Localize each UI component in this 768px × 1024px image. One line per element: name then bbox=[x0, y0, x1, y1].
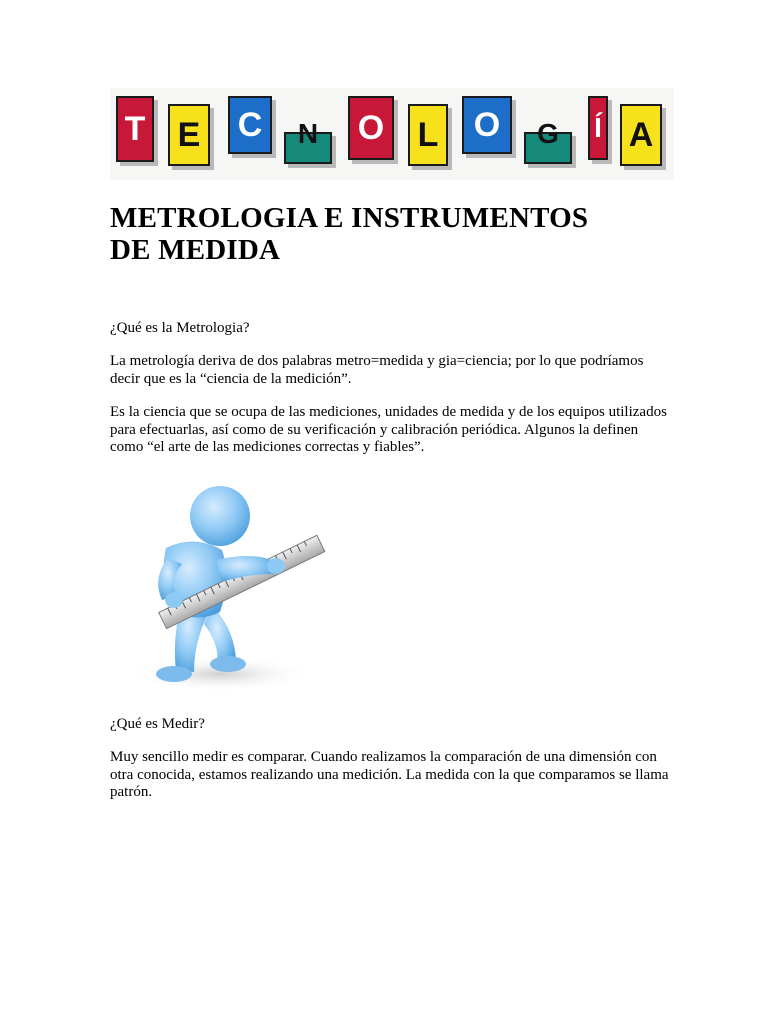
logo-tile-e bbox=[168, 104, 210, 166]
question-medir: ¿Qué es Medir? bbox=[110, 716, 205, 732]
logo-letter: N bbox=[297, 118, 319, 149]
ruler-figure-illustration bbox=[124, 478, 334, 700]
paragraph-ciencia: Es la ciencia que se ocupa de las mediciones, unidades de medida y de los equipos utilizados para efectuarlas, así como de su verificación y calibración periódica. Algunos la definen como “el arte de las mediciones correctas y fiables”. bbox=[110, 404, 667, 455]
logo-tile-c bbox=[228, 96, 272, 154]
logo-tile-g bbox=[524, 118, 572, 164]
paragraph-medir: Muy sencillo medir es comparar. Cuando realizamos la comparación de una dimensión con otra conocida, estamos realizando una medición. La medida con la que comparamos se llama patrón. bbox=[110, 749, 669, 800]
logo-letter: O bbox=[473, 105, 501, 144]
logo-tile-t bbox=[116, 96, 154, 162]
title-line-2: DE MEDIDA bbox=[110, 234, 281, 266]
title-line-1: METROLOGIA E INSTRUMENTOS bbox=[110, 202, 589, 234]
logo-letter: L bbox=[417, 115, 439, 154]
person-with-ruler-icon bbox=[124, 478, 334, 700]
logo-tile-o1 bbox=[348, 96, 394, 160]
logo-tile-n bbox=[284, 118, 332, 164]
logo-letter: C bbox=[237, 105, 263, 144]
logo-tile-i bbox=[588, 96, 608, 160]
logo-tile-l bbox=[408, 104, 448, 166]
question-metrologia: ¿Qué es la Metrologia? bbox=[110, 320, 250, 336]
logo-tile-o2 bbox=[462, 96, 512, 154]
document-title bbox=[110, 202, 670, 266]
logo-letter: Í bbox=[594, 112, 602, 143]
logo-letter: O bbox=[357, 108, 385, 147]
logo-letter: G bbox=[537, 118, 559, 149]
logo-letter: E bbox=[177, 115, 201, 154]
logo-letter: A bbox=[628, 115, 654, 154]
logo-tile-a bbox=[620, 104, 662, 166]
tecnologia-logo bbox=[110, 88, 674, 180]
paragraph-definicion: La metrología deriva de dos palabras metro=medida y gia=ciencia; por lo que podríamos decir que es la “ciencia de la medición”. bbox=[110, 353, 644, 387]
logo-letter: T bbox=[124, 109, 146, 148]
